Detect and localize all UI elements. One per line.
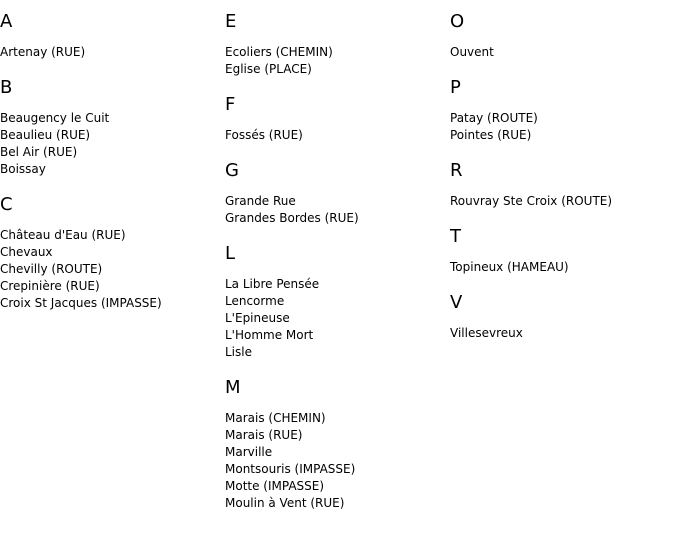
street-link[interactable]: Ouvent [450, 45, 494, 59]
letter-heading: F [225, 94, 236, 115]
letter-group-p [450, 77, 670, 144]
street-link[interactable]: Beaulieu (RUE) [0, 128, 91, 142]
street-list [225, 44, 445, 78]
street-list [0, 227, 220, 312]
street-list [450, 44, 670, 61]
letter-heading: C [0, 194, 13, 215]
street-link[interactable]: Marville [225, 445, 273, 459]
street-list [450, 110, 670, 144]
letter-group-c [0, 194, 220, 312]
street-list [225, 127, 445, 144]
letter-group-r [450, 160, 670, 210]
letter-heading: M [225, 377, 241, 398]
street-link[interactable]: Lisle [225, 345, 252, 359]
letter-group-o [450, 11, 670, 61]
street-link[interactable]: Croix St Jacques (IMPASSE) [0, 296, 162, 310]
letter-heading: R [450, 160, 463, 181]
letter-heading: E [225, 11, 237, 32]
street-index-column-1 [0, 11, 220, 328]
street-link[interactable]: L'Homme Mort [225, 328, 314, 342]
street-link[interactable]: Chevaux [0, 245, 53, 259]
street-link[interactable]: Patay (ROUTE) [450, 111, 538, 125]
letter-heading: T [450, 226, 461, 247]
letter-group-t [450, 226, 670, 276]
street-link[interactable]: Eglise (PLACE) [225, 62, 312, 76]
street-link[interactable]: Moulin à Vent (RUE) [225, 496, 345, 510]
letter-group-a [0, 11, 220, 61]
street-link[interactable]: Artenay (RUE) [0, 45, 86, 59]
street-link[interactable]: Lencorme [225, 294, 285, 308]
street-link[interactable]: Beaugency le Cuit [0, 111, 110, 125]
letter-group-b [0, 77, 220, 178]
street-link[interactable]: Topineux (HAMEAU) [450, 260, 569, 274]
street-link[interactable]: La Libre Pensée [225, 277, 320, 291]
letter-heading: P [450, 77, 461, 98]
street-link[interactable]: Montsouris (IMPASSE) [225, 462, 356, 476]
street-list [225, 410, 445, 512]
street-link[interactable]: Grande Rue [225, 194, 296, 208]
letter-heading: B [0, 77, 13, 98]
letter-heading: V [450, 292, 463, 313]
letter-heading: G [225, 160, 239, 181]
street-link[interactable]: Rouvray Ste Croix (ROUTE) [450, 194, 613, 208]
street-link[interactable]: Grandes Bordes (RUE) [225, 211, 359, 225]
letter-group-l [225, 243, 445, 361]
street-list [0, 110, 220, 178]
street-link[interactable]: Ecoliers (CHEMIN) [225, 45, 333, 59]
letter-group-f [225, 94, 445, 144]
letter-heading: O [450, 11, 465, 32]
letter-group-e [225, 11, 445, 78]
street-link[interactable]: Bel Air (RUE) [0, 145, 78, 159]
street-link[interactable]: Marais (RUE) [225, 428, 303, 442]
street-link[interactable]: Pointes (RUE) [450, 128, 532, 142]
street-link[interactable]: Marais (CHEMIN) [225, 411, 326, 425]
street-link[interactable]: Boissay [0, 162, 46, 176]
street-list [450, 259, 670, 276]
letter-heading: L [225, 243, 236, 264]
street-link[interactable]: Motte (IMPASSE) [225, 479, 325, 493]
street-list [225, 193, 445, 227]
street-list [0, 44, 220, 61]
letter-group-m [225, 377, 445, 512]
street-link[interactable]: Crepinière (RUE) [0, 279, 100, 293]
street-link[interactable]: L'Epineuse [225, 311, 290, 325]
letter-heading: A [0, 11, 13, 32]
street-link[interactable]: Château d'Eau (RUE) [0, 228, 126, 242]
letter-group-v [450, 292, 670, 342]
street-list [450, 325, 670, 342]
street-index-column-2 [225, 11, 445, 528]
street-list [450, 193, 670, 210]
street-list [225, 276, 445, 361]
street-link[interactable]: Villesevreux [450, 326, 523, 340]
street-index-column-3 [450, 11, 670, 358]
street-link[interactable]: Fossés (RUE) [225, 128, 303, 142]
street-link[interactable]: Chevilly (ROUTE) [0, 262, 103, 276]
letter-group-g [225, 160, 445, 227]
